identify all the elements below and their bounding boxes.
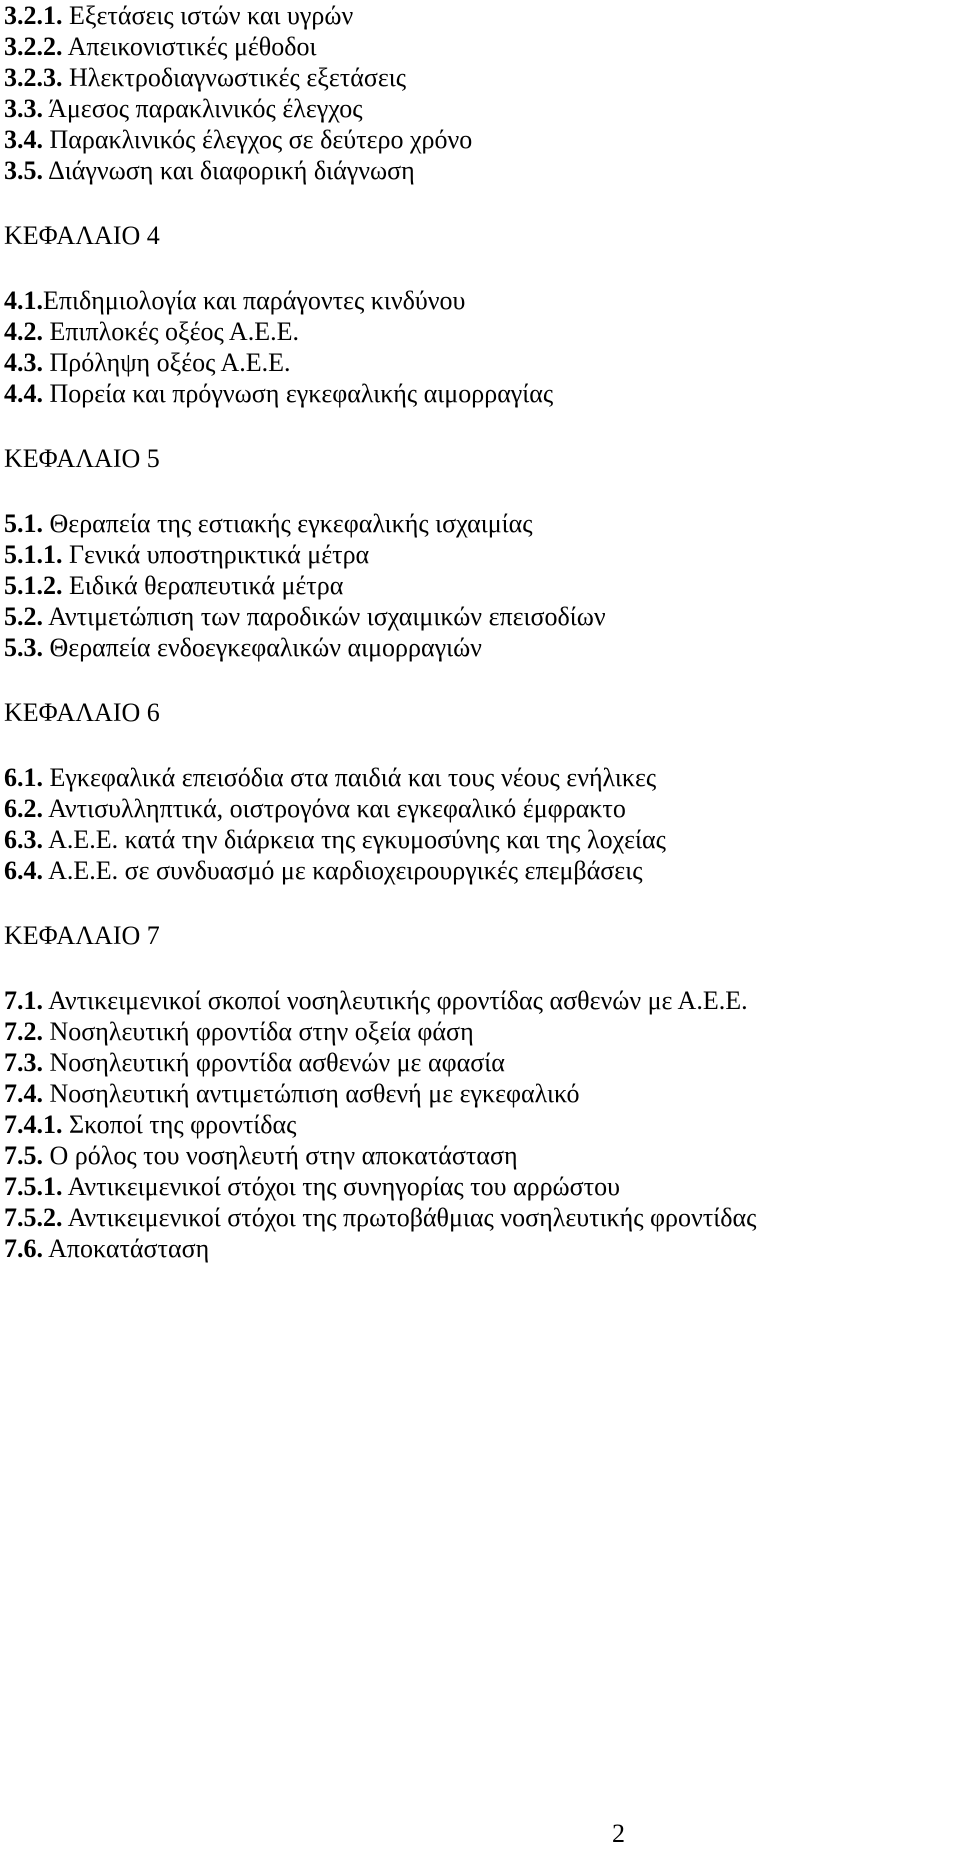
toc-item-number: 7.5.1. bbox=[4, 1172, 63, 1201]
toc-item-number: 3.2.1. bbox=[4, 1, 63, 30]
toc-item-number: 7.4. bbox=[4, 1079, 43, 1108]
toc-item-title: Αντικειμενικοί στόχοι της πρωτοβάθμιας νοσηλευτικής φροντίδας bbox=[62, 1203, 757, 1232]
toc-item-title: Αντισυλληπτικά, οιστρογόνα και εγκεφαλικό έμφρακτο bbox=[43, 794, 626, 823]
toc-item bbox=[4, 824, 954, 855]
toc-item bbox=[4, 601, 954, 632]
toc-item bbox=[4, 347, 954, 378]
toc-section-5 bbox=[4, 443, 954, 663]
page-number: 2 bbox=[612, 1819, 625, 1848]
toc-item-number: 3.5. bbox=[4, 156, 43, 185]
toc-item-title: Α.Ε.Ε. σε συνδυασμό με καρδιοχειρουργικές επεμβάσεις bbox=[43, 856, 643, 885]
toc-item-number: 5.1.2. bbox=[4, 571, 63, 600]
toc-item-title: Αντικειμενικοί σκοποί νοσηλευτικής φροντίδας ασθενών με Α.Ε.Ε. bbox=[43, 986, 748, 1015]
toc-item bbox=[4, 155, 954, 186]
toc-item-title: Πρόληψη οξέος Α.Ε.Ε. bbox=[43, 348, 291, 377]
chapter-heading: ΚΕΦΑΛΑΙΟ 4 bbox=[4, 221, 160, 250]
toc-item-title: Θεραπεία της εστιακής εγκεφαλικής ισχαιμίας bbox=[43, 509, 533, 538]
toc-item-number: 7.4.1. bbox=[4, 1110, 63, 1139]
toc-item-title: Νοσηλευτική φροντίδα στην οξεία φάση bbox=[43, 1017, 474, 1046]
toc-item-number: 5.2. bbox=[4, 602, 43, 631]
toc-item bbox=[4, 0, 954, 31]
chapter-heading: ΚΕΦΑΛΑΙΟ 6 bbox=[4, 698, 160, 727]
table-of-contents bbox=[4, 0, 954, 1264]
toc-item-number: 5.1.1. bbox=[4, 540, 63, 569]
toc-item bbox=[4, 855, 954, 886]
toc-item bbox=[4, 508, 954, 539]
toc-item-title: Γενικά υποστηρικτικά μέτρα bbox=[62, 540, 370, 569]
toc-item-number: 7.6. bbox=[4, 1234, 43, 1263]
toc-section-3 bbox=[4, 0, 954, 186]
toc-item bbox=[4, 1140, 954, 1171]
toc-item-title: Αποκατάσταση bbox=[43, 1234, 210, 1263]
toc-item-number: 3.3. bbox=[4, 94, 43, 123]
toc-item-title: Νοσηλευτική αντιμετώπιση ασθενή με εγκεφαλικό bbox=[43, 1079, 580, 1108]
toc-item-number: 7.5. bbox=[4, 1141, 43, 1170]
toc-item-title: Παρακλινικός έλεγχος σε δεύτερο χρόνο bbox=[43, 125, 473, 154]
toc-item bbox=[4, 1109, 954, 1140]
toc-item bbox=[4, 632, 954, 663]
toc-item-number: 7.2. bbox=[4, 1017, 43, 1046]
toc-item bbox=[4, 378, 954, 409]
toc-item-title: Εγκεφαλικά επεισόδια στα παιδιά και τους νέους ενήλικες bbox=[43, 763, 657, 792]
toc-item-number: 3.2.2. bbox=[4, 32, 63, 61]
toc-item-title: Θεραπεία ενδοεγκεφαλικών αιμορραγιών bbox=[43, 633, 482, 662]
chapter-heading: ΚΕΦΑΛΑΙΟ 5 bbox=[4, 444, 160, 473]
chapter-heading: ΚΕΦΑΛΑΙΟ 7 bbox=[4, 921, 160, 950]
toc-item bbox=[4, 762, 954, 793]
toc-item-number: 6.3. bbox=[4, 825, 43, 854]
toc-item bbox=[4, 93, 954, 124]
toc-item-number: 5.3. bbox=[4, 633, 43, 662]
toc-item-title: Α.Ε.Ε. κατά την διάρκεια της εγκυμοσύνης και της λοχείας bbox=[43, 825, 666, 854]
toc-item bbox=[4, 985, 954, 1016]
toc-item bbox=[4, 1171, 954, 1202]
toc-item-title: Διάγνωση και διαφορική διάγνωση bbox=[43, 156, 415, 185]
toc-item-number: 3.2.3. bbox=[4, 63, 63, 92]
toc-item bbox=[4, 285, 954, 316]
toc-item-number: 5.1. bbox=[4, 509, 43, 538]
toc-item-title: Επιπλοκές οξέος Α.Ε.Ε. bbox=[43, 317, 299, 346]
toc-item bbox=[4, 31, 954, 62]
toc-item-number: 7.1. bbox=[4, 986, 43, 1015]
toc-item bbox=[4, 124, 954, 155]
toc-item-number: 4.1. bbox=[4, 286, 43, 315]
toc-item bbox=[4, 1047, 954, 1078]
toc-item-number: 6.2. bbox=[4, 794, 43, 823]
toc-item-title: Αντιμετώπιση των παροδικών ισχαιμικών επεισοδίων bbox=[43, 602, 606, 631]
toc-section-7 bbox=[4, 920, 954, 1264]
toc-item-number: 4.4. bbox=[4, 379, 43, 408]
toc-item-title: Αντικειμενικοί στόχοι της συνηγορίας του αρρώστου bbox=[62, 1172, 620, 1201]
toc-item-title: Άμεσος παρακλινικός έλεγχος bbox=[43, 94, 363, 123]
toc-section-6 bbox=[4, 697, 954, 886]
toc-item-number: 6.4. bbox=[4, 856, 43, 885]
toc-item bbox=[4, 1233, 954, 1264]
toc-item-title: Ηλεκτροδιαγνωστικές εξετάσεις bbox=[62, 63, 407, 92]
toc-item-number: 7.3. bbox=[4, 1048, 43, 1077]
toc-item-title: Επιδημιολογία και παράγοντες κινδύνου bbox=[43, 286, 466, 315]
toc-item-number: 3.4. bbox=[4, 125, 43, 154]
toc-item bbox=[4, 793, 954, 824]
toc-item-title: Νοσηλευτική φροντίδα ασθενών με αφασία bbox=[43, 1048, 505, 1077]
toc-item-number: 4.3. bbox=[4, 348, 43, 377]
toc-item-title: Απεικονιστικές μέθοδοι bbox=[62, 32, 317, 61]
toc-item bbox=[4, 1016, 954, 1047]
toc-item-number: 6.1. bbox=[4, 763, 43, 792]
toc-item-title: Ειδικά θεραπευτικά μέτρα bbox=[62, 571, 344, 600]
toc-item bbox=[4, 1078, 954, 1109]
toc-item-title: Ο ρόλος του νοσηλευτή στην αποκατάσταση bbox=[43, 1141, 518, 1170]
toc-item-number: 4.2. bbox=[4, 317, 43, 346]
toc-item-title: Σκοποί της φροντίδας bbox=[62, 1110, 297, 1139]
toc-item-number: 7.5.2. bbox=[4, 1203, 63, 1232]
toc-item-title: Εξετάσεις ιστών και υγρών bbox=[62, 1, 354, 30]
toc-item bbox=[4, 62, 954, 93]
toc-item-title: Πορεία και πρόγνωση εγκεφαλικής αιμορραγίας bbox=[43, 379, 554, 408]
toc-item bbox=[4, 1202, 954, 1233]
toc-item bbox=[4, 316, 954, 347]
toc-item bbox=[4, 570, 954, 601]
toc-item bbox=[4, 539, 954, 570]
toc-section-4 bbox=[4, 220, 954, 409]
